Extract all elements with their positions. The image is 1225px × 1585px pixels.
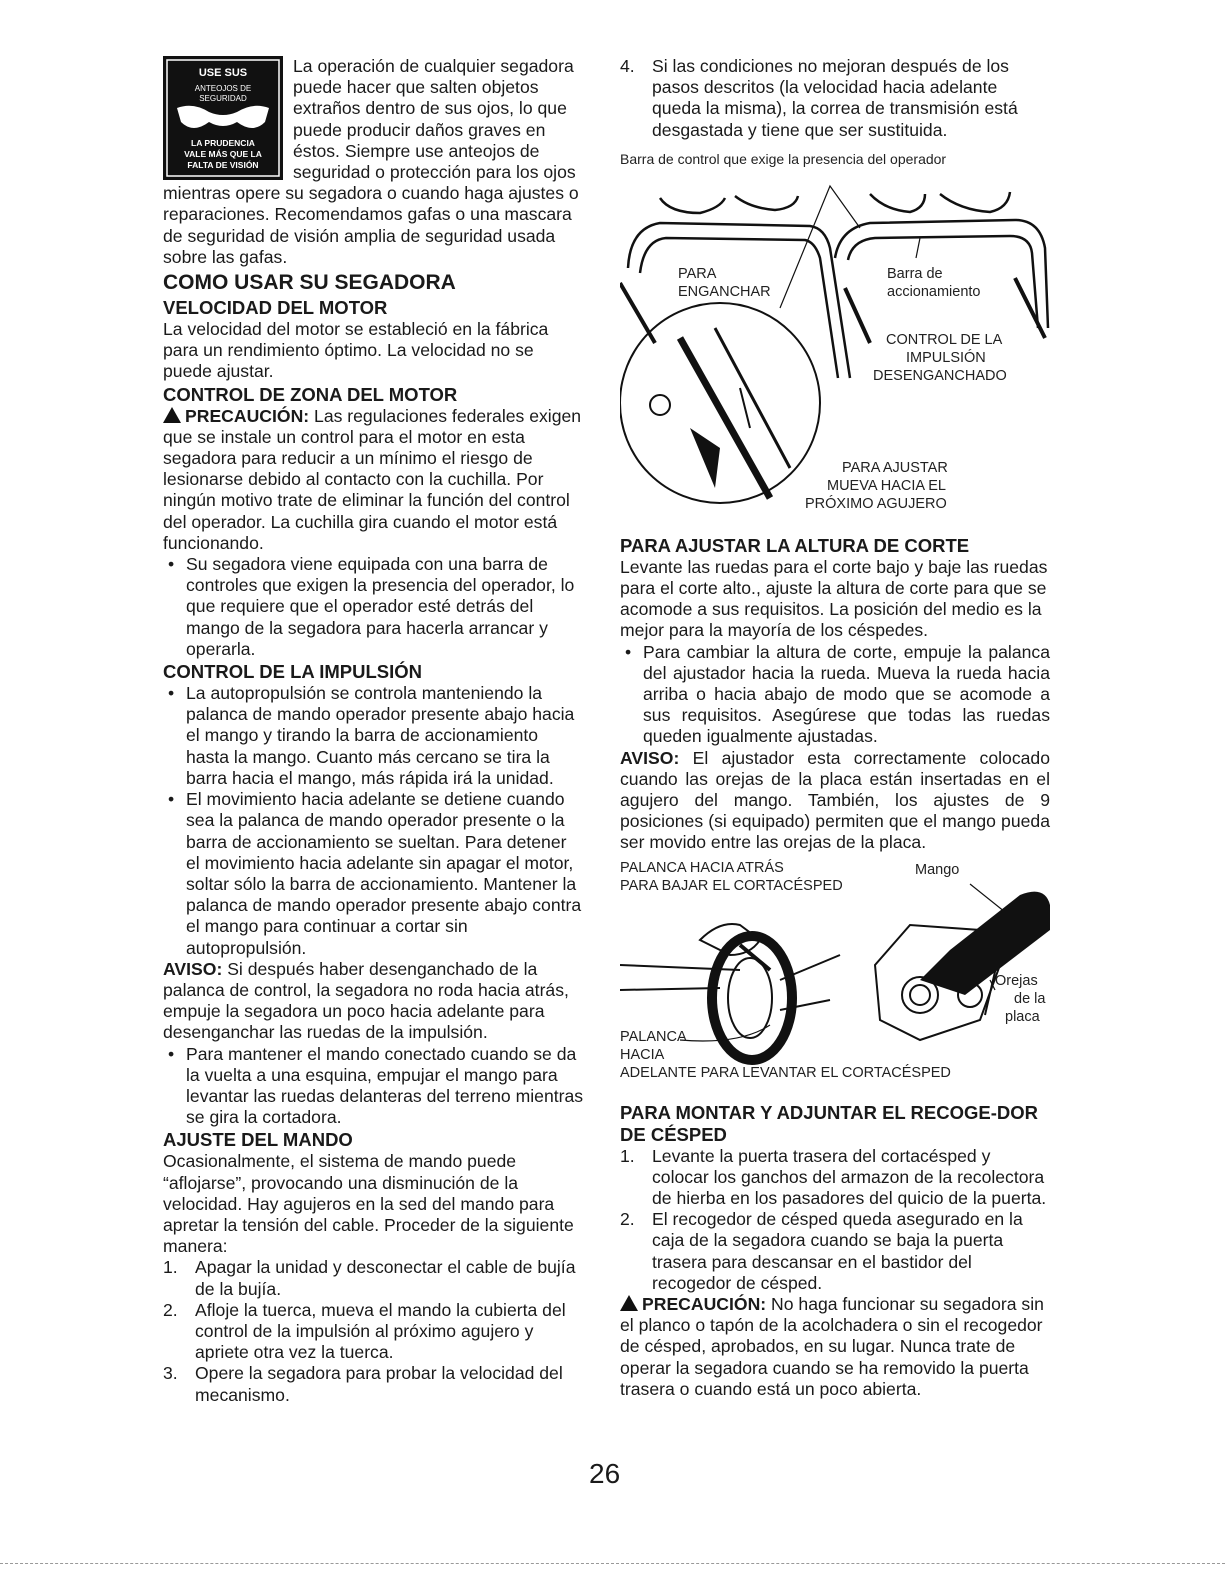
label-bajar-cortacesped: PARA BAJAR EL CORTACÉSPED bbox=[620, 877, 843, 894]
figure-1-caption: Barra de control que exige la presencia del operador bbox=[620, 150, 947, 167]
label-hacia: HACIA bbox=[620, 1046, 665, 1063]
svg-text:VALE MÁS QUE LA: VALE MÁS QUE LA bbox=[184, 149, 262, 159]
altura-text: Levante las ruedas para el corte bajo y baje las ruedas para el corte alto., ajuste la altura de corte para que se acomode a sus requisitos. La posición del medio es la mejor para la mayoría de los céspedes. bbox=[620, 556, 1048, 641]
step-text: Levante la puerta trasera del cortacésped y colocar los ganchos del armazon de la recolectora de hierba en los pasadores del quicio de la puerta. bbox=[652, 1145, 1047, 1209]
step-number: 1. bbox=[163, 1257, 178, 1278]
safety-intro bbox=[163, 56, 585, 268]
svg-text:ANTEOJOS DE: ANTEOJOS DE bbox=[194, 84, 252, 93]
step-text: El recogedor de césped queda asegurado en la caja de la segadora cuando se baja la puerta trasera para descansar en el bastidor del recogedor de césped. bbox=[652, 1209, 1023, 1293]
label-adelante-levantar: ADELANTE PARA LEVANTAR EL CORTACÉSPED bbox=[620, 1064, 951, 1081]
warning-icon bbox=[620, 1295, 638, 1311]
label-palanca-atras: PALANCA HACIA ATRÁS bbox=[620, 859, 784, 876]
step-2 bbox=[163, 1300, 585, 1364]
label-de-la: de la bbox=[1014, 990, 1046, 1007]
label-control-1: CONTROL DE LA bbox=[886, 331, 1003, 348]
label-ajustar-3: PRÓXIMO AGUJERO bbox=[805, 495, 947, 512]
height-adjust-illustration bbox=[620, 870, 1050, 1090]
precaucion-text: Las regulaciones federales exigen que se instale un control para el motor en esta segadora para reducir a un mínimo el riesgo de lesionarse debido al contacto con la cuchilla. Por ningún motivo trate de eliminar la función del control del operador. La cuchilla gira cuando el motor está funcionando. bbox=[163, 405, 582, 553]
label-orejas: Orejas bbox=[995, 972, 1038, 989]
bullet-altura: • Para cambiar la altura de corte, empuje la palanca del ajustador hacia la rueda. Mueva la rueda hacia arriba o hacia abajo de modo que se acomode a sus requisitos. Asegúrese que todas las ruedas queden igualmente ajustadas. bbox=[620, 642, 1050, 748]
aviso-label: AVISO: bbox=[163, 958, 223, 979]
bullet-impulsion-3: • Para mantener el mando conectado cuando se da la vuelta a una esquina, empujar el mango para levantar las ruedas delanteras del terreno mientras se gira la cortadora. bbox=[163, 1044, 585, 1129]
svg-text:SEGURIDAD: SEGURIDAD bbox=[199, 94, 247, 103]
safety-glasses-badge bbox=[163, 56, 283, 180]
badge-top-text: USE SUS bbox=[198, 67, 248, 79]
aviso-altura bbox=[620, 748, 1050, 854]
step-3 bbox=[163, 1363, 585, 1405]
step-number: 2. bbox=[163, 1299, 178, 1320]
aviso-text: Si después haber desenganchado de la palanca de control, la segadora no roda hacia atrás, empuje la segadora un poco hacia adelante para desenganchar las ruedas de la impulsión. bbox=[163, 958, 569, 1043]
left-column bbox=[163, 56, 585, 1406]
figure-height-adjust bbox=[620, 859, 1050, 1090]
label-control-3: DESENGANCHADO bbox=[873, 367, 1007, 384]
step-number: 1. bbox=[620, 1145, 635, 1166]
precaucion-label: PRECAUCIÓN: bbox=[642, 1294, 767, 1315]
step-number: 4. bbox=[620, 56, 635, 76]
velocidad-text: La velocidad del motor se estableció en la fábrica para un rendimiento óptimo. La velocidad no se puede ajustar. bbox=[163, 319, 549, 382]
label-mango: Mango bbox=[915, 861, 960, 878]
heading-velocidad: VELOCIDAD DEL MOTOR bbox=[163, 297, 388, 319]
label-accionamiento: accionamiento bbox=[887, 283, 981, 300]
label-ajustar-1: PARA AJUSTAR bbox=[842, 459, 948, 476]
heading-control-impulsion: CONTROL DE LA IMPULSIÓN bbox=[163, 661, 422, 683]
label-placa: placa bbox=[1005, 1008, 1040, 1025]
svg-text:LA PRUDENCIA: LA PRUDENCIA bbox=[191, 138, 255, 148]
figure-control-bar bbox=[620, 168, 1050, 533]
step-4 bbox=[620, 56, 1050, 141]
heading-altura-corte: PARA AJUSTAR LA ALTURA DE CORTE bbox=[620, 534, 970, 556]
montar-step-2 bbox=[620, 1209, 1050, 1294]
step-number: 3. bbox=[163, 1363, 178, 1384]
step-number: 2. bbox=[620, 1209, 635, 1230]
precaucion-label: PRECAUCIÓN: bbox=[185, 405, 310, 426]
ajuste-text: Ocasionalmente, el sistema de mando puede “aflojarse”, provocando una disminución de la velocidad. Hay agujeros en la sed del mando para apretar la tensión del cable. Proceder de la siguiente manera: bbox=[163, 1151, 574, 1257]
label-ajustar-2: MUEVA HACIA EL bbox=[827, 477, 946, 494]
montar-step-1 bbox=[620, 1146, 1050, 1210]
heading-ajuste-mando: AJUSTE DEL MANDO bbox=[163, 1129, 353, 1151]
label-enganchar: ENGANCHAR bbox=[678, 283, 771, 300]
step-text: Apagar la unidad y desconectar el cable de bujía de la bujía. bbox=[195, 1257, 576, 1299]
step-text: Afloje la tuerca, mueva el mando la cubierta del control de la impulsión al próximo agujero y apriete otra vez la tuerca. bbox=[195, 1299, 566, 1363]
bullet-zona: • Su segadora viene equipada con una barra de controles que exigen la presencia del operador, lo que requiere que el operador esté detrás del mango de la segadora para hacerla arrancar y operarla. bbox=[163, 554, 585, 660]
bullet-impulsion-1: • La autopropulsión se controla manteniendo la palanca de mando operador presente abajo hacia el mango y tirando la barra de accionamiento hasta la mango. Cuanto más cercano se tira la barra hacia el mango, más rápida irá la unidad. bbox=[163, 683, 585, 789]
label-palanca: PALANCA bbox=[620, 1028, 687, 1045]
heading-como-usar: COMO USAR SU SEGADORA bbox=[163, 271, 456, 295]
heading-montar-recogedor: PARA MONTAR Y ADJUNTAR EL RECOGE-DOR DE CÉSPED bbox=[620, 1101, 1038, 1145]
step-text: Opere la segadora para probar la velocidad del mecanismo. bbox=[195, 1363, 563, 1405]
step-text: Si las condiciones no mejoran después de los pasos descritos (la velocidad hacia adelante queda la misma), la correa de transmisión está desgastada y tiene que ser sustituida. bbox=[652, 56, 1018, 140]
precaucion-text: No haga funcionar su segadora sin el planco o tapón de la acolchadera o sin el recogedor de césped, aprobados, en su lugar. Nunca trate de operar la segadora cuando se ha removido la puerta trasera o cuando está un poco abierta. bbox=[620, 1294, 1044, 1399]
aviso-label: AVISO: bbox=[620, 747, 680, 768]
intro-text: La operación de cualquier segadora puede hacer que salten objetos extraños dentro de sus ojos, lo que puede producir daños graves en éstos. Siempre use anteojos de seguridad o protección para los ojos mientras opere su segadora o cuando haga ajustes o reparaciones. Recomendamos gafas o una mascara de seguridad de visión amplia de seguridad usada sobre las gafas. bbox=[163, 56, 579, 267]
bullet-impulsion-2: • El movimiento hacia adelante se detiene cuando sea la palanca de mando operador presente o la barra de accionamiento se sueltan. Para detener el movimiento hacia adelante sin apagar el motor, soltar sólo la barra de accionamiento. Mantener la palanca de mando operador presente abajo contra el mango para continuar a cortar sin autopropulsión. bbox=[163, 789, 585, 959]
page-number: 26 bbox=[589, 1458, 621, 1489]
label-control-2: IMPULSIÓN bbox=[906, 349, 986, 366]
precaucion-recogedor bbox=[620, 1294, 1050, 1400]
heading-control-zona: CONTROL DE ZONA DEL MOTOR bbox=[163, 383, 458, 405]
step-1 bbox=[163, 1257, 585, 1299]
right-column bbox=[620, 56, 1050, 1400]
aviso-text: El ajustador esta correctamente colocado cuando las orejas de la placa están insertadas en el agujero del mango. También, los ajustes de 9 posiciones (si equipado) permiten que el mango pueda ser movido entre las orejas de la placa. bbox=[620, 747, 1050, 853]
svg-text:FALTA DE VISIÓN: FALTA DE VISIÓN bbox=[187, 160, 259, 170]
label-barra: Barra de bbox=[887, 265, 943, 282]
label-para: PARA bbox=[678, 265, 717, 282]
bottom-divider bbox=[0, 1563, 1225, 1564]
warning-icon bbox=[163, 407, 181, 423]
aviso-impulsion bbox=[163, 959, 585, 1044]
precaucion-zona bbox=[163, 406, 585, 554]
